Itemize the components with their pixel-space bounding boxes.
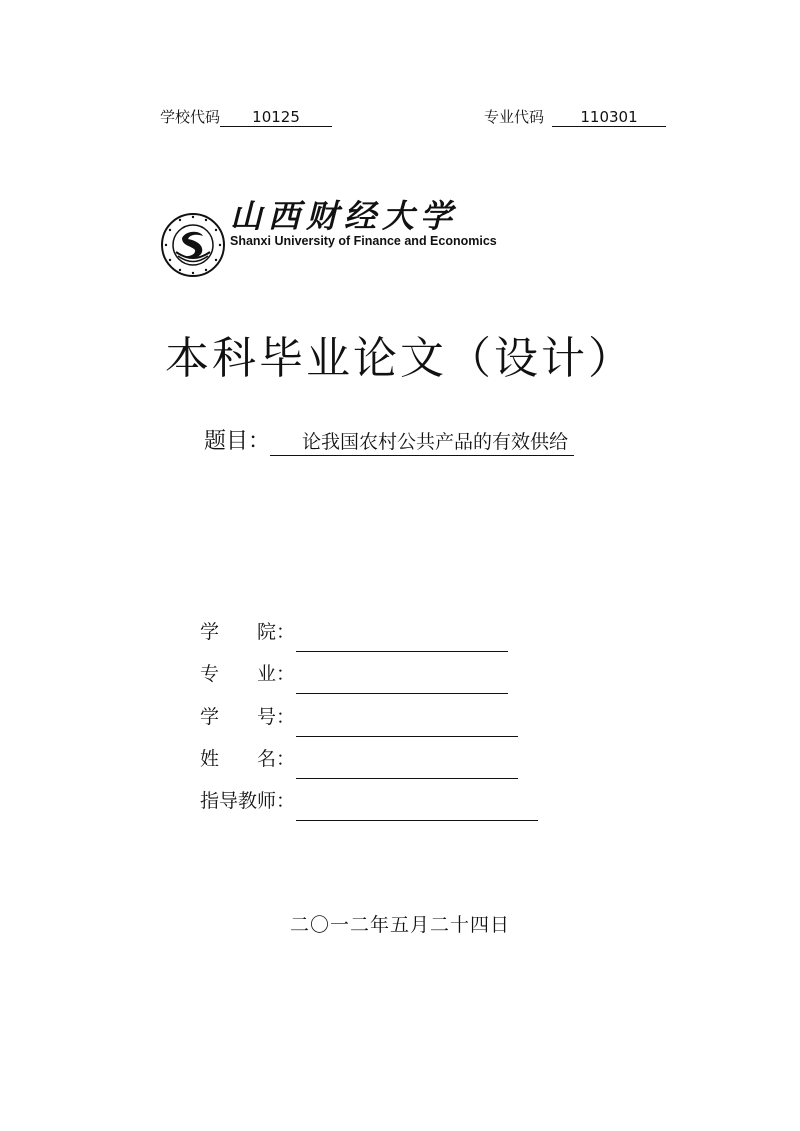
topic-label: 题目： <box>204 429 271 454</box>
major-code-row <box>484 106 666 127</box>
submission-date: 二〇一二年五月二十四日 <box>289 914 510 936</box>
name-field[interactable] <box>296 756 518 779</box>
university-seal-icon <box>160 212 226 278</box>
school-code-row <box>160 106 332 127</box>
form-field-major <box>200 659 508 689</box>
advisor-field[interactable] <box>296 798 538 821</box>
university-name-cn: 山西财经大学 <box>230 197 459 235</box>
school-code-label: 学校代码 <box>160 108 221 126</box>
form-field-name <box>200 744 518 774</box>
topic-row <box>204 427 574 457</box>
university-name-en: Shanxi University of Finance and Economics <box>230 234 497 248</box>
form-field-college <box>200 617 508 647</box>
university-logo <box>160 196 500 276</box>
major-code-label: 专业代码 <box>484 108 545 126</box>
form-label: 专 业 ： <box>200 663 296 685</box>
form-field-advisor <box>200 786 538 816</box>
college-field[interactable] <box>296 629 508 652</box>
form-label: 学 院 ： <box>200 621 296 643</box>
page-title: 本科毕业论文（设计） <box>165 333 635 384</box>
school-code-value: 10125 <box>220 108 332 127</box>
form-field-student-id <box>200 702 518 732</box>
major-field[interactable] <box>296 671 508 694</box>
topic-value: 论我国农村公共产品的有效供给 <box>270 429 574 456</box>
student-id-field[interactable] <box>296 714 518 737</box>
form-label: 学 号 ： <box>200 706 296 728</box>
major-code-value: 110301 <box>552 108 666 127</box>
form-label: 指 导 教 师 ： <box>200 790 296 812</box>
form-label: 姓 名 ： <box>200 748 296 770</box>
